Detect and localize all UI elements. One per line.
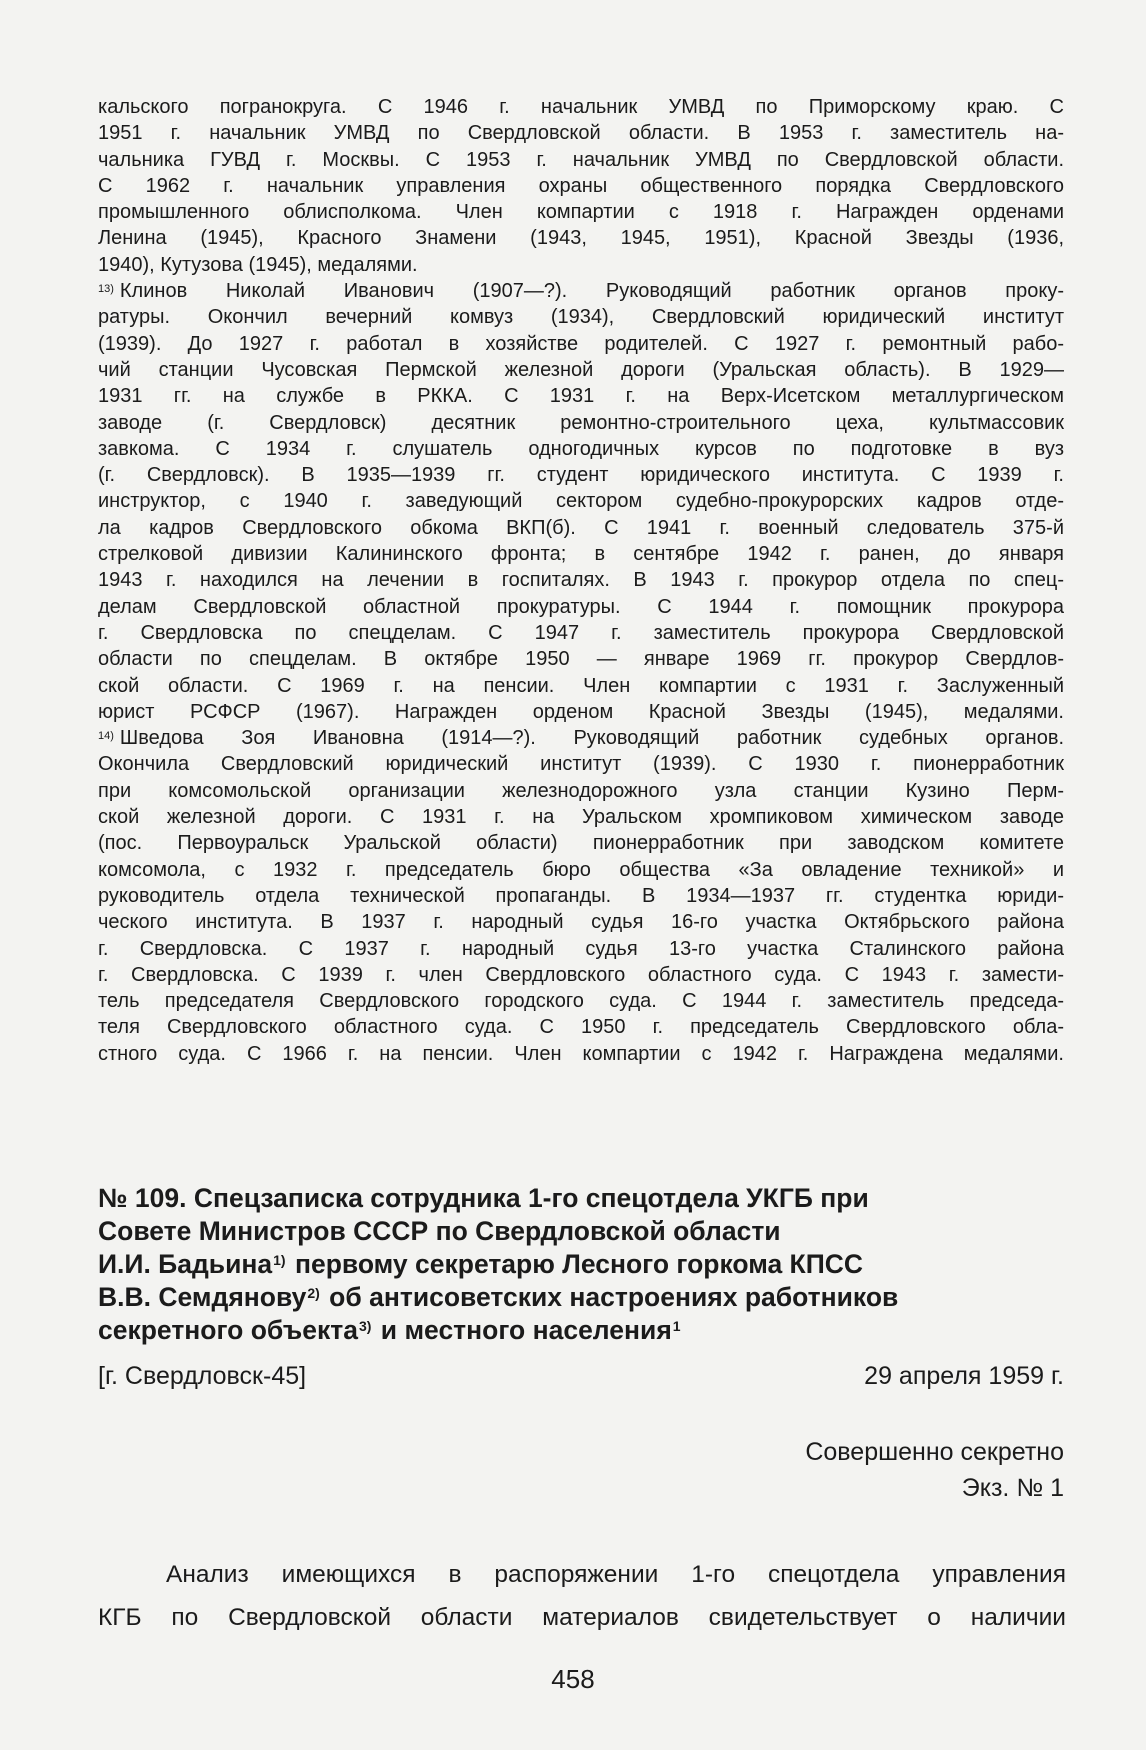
- classification-label: Совершенно секретно: [805, 1438, 1064, 1466]
- footnote-line: [98, 857, 1064, 883]
- footnote-text: ской железной дороги. С 1931 г. на Уральском хромпиковом химическом заводе: [98, 806, 1064, 829]
- footnote-ref: 2): [307, 1285, 320, 1301]
- footnote-line: [98, 383, 1064, 409]
- footnote-line: [98, 883, 1064, 909]
- footnote-text: тель председателя Свердловского городского суда. С 1944 г. заместитель председа-: [98, 990, 1064, 1013]
- footnote-line: [98, 304, 1064, 330]
- footnote-text: Окончила Свердловский юридический институт (1939). С 1930 г. пионерработник: [98, 753, 1064, 776]
- footnote-text: (г. Свердловск). В 1935—1939 гг. студент юридического института. С 1939 г.: [98, 464, 1064, 487]
- footnote-line: [98, 462, 1064, 488]
- copy-number: Экз. № 1: [961, 1474, 1064, 1502]
- footnote-text: 1943 г. находился на лечении в госпиталях. В 1943 г. прокурор отдела по спец-: [98, 569, 1064, 592]
- footnote-line: [98, 1041, 1064, 1067]
- footnote-line: [98, 147, 1064, 173]
- footnote-line: [98, 1014, 1064, 1040]
- heading-line: [98, 1314, 1078, 1347]
- footnote-line: [98, 488, 1064, 514]
- footnote-text: заводе (г. Свердловск) десятник ремонтно-строительного цеха, культмассовик: [98, 411, 1064, 434]
- footnote-marker: 14): [98, 730, 114, 743]
- page-number: 458: [551, 1664, 595, 1694]
- footnote-text: области по спецделам. В октябре 1950 — январе 1969 гг. прокурор Свердлов-: [98, 648, 1064, 671]
- footnote-line: [98, 515, 1064, 541]
- heading-text: первому секретарю Лесного горкома КПСС: [294, 1249, 864, 1279]
- footnote-ref: 1: [672, 1318, 681, 1334]
- footnote-line: [98, 94, 1064, 120]
- footnote-text: стного суда. С 1966 г. на пенсии. Член компартии с 1942 г. Награждена медалями.: [98, 1042, 1064, 1065]
- footnote-text: ла кадров Свердловского обкома ВКП(б). С 1941 г. военный следователь 375-й: [98, 516, 1064, 539]
- footnote-text: инструктор, с 1940 г. заведующий сектором судебно-прокурорских кадров отде-: [98, 490, 1064, 513]
- footnote-line: [98, 725, 1064, 751]
- footnote-marker: 13): [98, 283, 114, 296]
- heading-text: об антисоветских настроениях работников: [329, 1282, 899, 1312]
- footnote-text: чий станции Чусовская Пермской железной дороги (Уральская область). В 1929—: [98, 358, 1064, 381]
- footnote-text: С 1962 г. начальник управления охраны общественного порядка Свердловского: [98, 174, 1064, 197]
- heading-text: В.В. Семдянову: [98, 1282, 307, 1312]
- footnote-text: г. Свердловска. С 1937 г. народный судья 13-го участка Сталинского района: [98, 937, 1064, 960]
- footnote-text: кальского погранокруга. С 1946 г. начальник УМВД по Приморскому краю. С: [98, 96, 1064, 118]
- footnote-text: при комсомольской организации железнодорожного узла станции Кузино Перм-: [98, 779, 1064, 802]
- footnote-ref: 3): [358, 1318, 372, 1334]
- document-heading: [98, 1182, 1078, 1347]
- heading-line: [98, 1281, 1078, 1314]
- footnote-line: [98, 331, 1064, 357]
- footnote-text: 1931 гг. на службе в РККА. С 1931 г. на Верх-Исетском металлургическом: [98, 385, 1064, 408]
- footnote-line: [98, 962, 1064, 988]
- body-line: Анализ имеющихся в распоряжении 1-го спецотдела управления: [166, 1561, 1066, 1588]
- footnote-text: ской области. С 1969 г. на пенсии. Член компартии с 1931 г. Заслуженный: [98, 674, 1064, 697]
- footnote-line: [98, 225, 1064, 251]
- footnote-text: стрелковой дивизии Калининского фронта; в сентябре 1942 г. ранен, до января: [98, 543, 1064, 566]
- footnote-line: [98, 278, 1064, 304]
- footnote-line: [98, 778, 1064, 804]
- footnote-text: промышленного облисполкома. Член компартии с 1918 г. Награжден орденами: [98, 201, 1064, 224]
- footnote-line: [98, 936, 1064, 962]
- footnote-text: (пос. Первоуральск Уральской области) пионерработник при заводском комитете: [98, 832, 1064, 855]
- footnote-line: [98, 199, 1064, 225]
- footnote-text: 1940), Кутузова (1945), медалями.: [98, 253, 418, 276]
- footnote-line: [98, 541, 1064, 567]
- footnote-text: юрист РСФСР (1967). Награжден орденом Красной Звезды (1945), медалями.: [98, 700, 1064, 723]
- footnote-text: Клинов Николай Иванович (1907—?). Руководящий работник органов проку-: [119, 280, 1064, 303]
- body-line: КГБ по Свердловской области материалов свидетельствует о наличии: [98, 1604, 1066, 1631]
- footnote-line: [98, 620, 1064, 646]
- body-text: [98, 1553, 1066, 1639]
- footnote-text: ратуры. Окончил вечерний комвуз (1934), Свердловский юридический институт: [98, 306, 1064, 329]
- heading-text: И.И. Бадьина: [98, 1249, 273, 1279]
- place-label: [г. Свердловск-45]: [98, 1362, 307, 1390]
- footnote-line: [98, 909, 1064, 935]
- footnote-line: [98, 173, 1064, 199]
- footnote-text: теля Свердловского областного суда. С 1950 г. председатель Свердловского обла-: [98, 1016, 1064, 1039]
- footnote-line: [98, 120, 1064, 146]
- footnote-line: [98, 751, 1064, 777]
- heading-line: Совете Министров СССР по Свердловской области: [98, 1216, 781, 1246]
- footnote-text: ческого института. В 1937 г. народный судья 16-го участка Октябрьского района: [98, 911, 1064, 934]
- footnote-line: [98, 804, 1064, 830]
- footnote-text: руководитель отдела технической пропаганды. В 1934—1937 гг. студентка юриди-: [98, 884, 1064, 907]
- footnote-line: [98, 594, 1064, 620]
- heading-text: секретного объекта: [98, 1315, 358, 1345]
- footnote-line: [98, 699, 1064, 725]
- footnotes-block: [98, 94, 1064, 1067]
- footnote-text: г. Свердловска. С 1939 г. член Свердловского областного суда. С 1943 г. замести-: [98, 963, 1064, 986]
- footnote-line: [98, 673, 1064, 699]
- heading-text: и местного населения: [380, 1315, 672, 1345]
- footnote-line: [98, 410, 1064, 436]
- footnote-text: 1951 г. начальник УМВД по Свердловской области. В 1953 г. заместитель на-: [98, 122, 1064, 145]
- footnote-line: [98, 646, 1064, 672]
- footnote-text: (1939). До 1927 г. работал в хозяйстве родителей. С 1927 г. ремонтный рабо-: [98, 332, 1064, 355]
- footnote-text: завкома. С 1934 г. слушатель одногодичных курсов по подготовке в вуз: [98, 437, 1064, 460]
- footnote-line: [98, 830, 1064, 856]
- footnote-line: [98, 252, 1064, 278]
- footnote-text: комсомола, с 1932 г. председатель бюро общества «За овладение техникой» и: [98, 858, 1064, 881]
- footnote-line: [98, 567, 1064, 593]
- footnote-text: Ленина (1945), Красного Знамени (1943, 1945, 1951), Красной Звезды (1936,: [98, 227, 1064, 250]
- footnote-text: Шведова Зоя Ивановна (1914—?). Руководящий работник судебных органов.: [119, 727, 1064, 750]
- heading-line: [98, 1248, 1078, 1281]
- footnote-line: [98, 436, 1064, 462]
- footnote-line: [98, 357, 1064, 383]
- footnote-line: [98, 988, 1064, 1014]
- footnote-text: делам Свердловской областной прокуратуры. С 1944 г. помощник прокурора: [98, 595, 1064, 618]
- document-date: 29 апреля 1959 г.: [864, 1362, 1064, 1390]
- footnote-text: г. Свердловска по спецделам. С 1947 г. заместитель прокурора Свердловской: [98, 621, 1064, 644]
- footnote-text: чальника ГУВД г. Москвы. С 1953 г. начальник УМВД по Свердловской области.: [98, 148, 1064, 171]
- footnote-ref: 1): [273, 1252, 286, 1268]
- heading-line: № 109. Спецзаписка сотрудника 1-го спецотдела УКГБ при: [98, 1183, 869, 1213]
